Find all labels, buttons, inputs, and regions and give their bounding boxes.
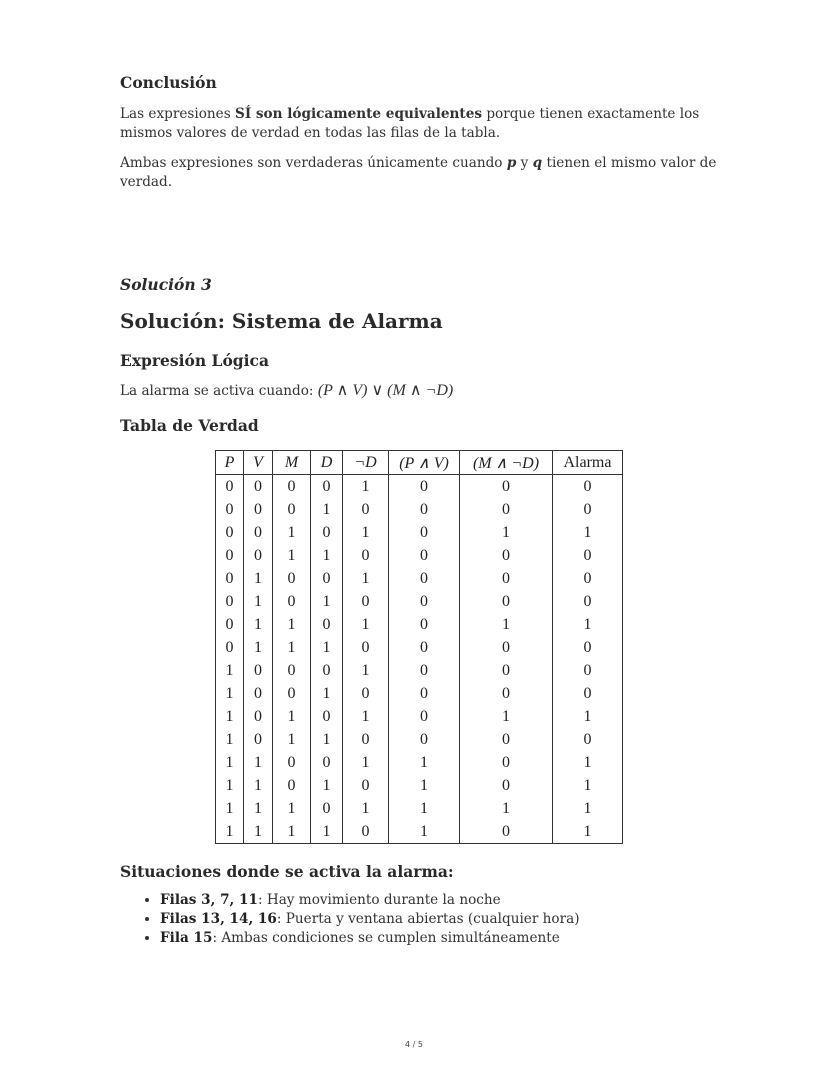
- table-cell: 0: [216, 636, 244, 659]
- table-cell: 1: [311, 728, 343, 751]
- text: : Puerta y ventana abiertas (cualquier hora): [276, 911, 580, 927]
- table-row: [216, 590, 623, 613]
- table-row: [216, 797, 623, 820]
- table-cell: 0: [389, 728, 460, 751]
- table-cell: 1: [460, 613, 553, 636]
- table-cell: 0: [216, 613, 244, 636]
- column-header: D: [311, 451, 343, 475]
- table-cell: 0: [273, 590, 311, 613]
- text: La alarma se activa cuando:: [120, 383, 318, 399]
- table-cell: 0: [273, 659, 311, 682]
- table-cell: 1: [273, 521, 311, 544]
- table-cell: 1: [273, 705, 311, 728]
- table-cell: 0: [460, 498, 553, 521]
- list-item: [160, 929, 580, 948]
- text: y: [516, 155, 533, 171]
- table-cell: 1: [311, 636, 343, 659]
- table-cell: 1: [553, 705, 623, 728]
- table-cell: 1: [244, 567, 273, 590]
- table-cell: 1: [343, 475, 389, 499]
- table-cell: 1: [311, 544, 343, 567]
- table-cell: 1: [389, 820, 460, 844]
- table-cell: 0: [343, 728, 389, 751]
- list-item: [160, 910, 580, 929]
- table-row: [216, 475, 623, 499]
- table-cell: 0: [553, 544, 623, 567]
- table-cell: 0: [389, 682, 460, 705]
- text: : Ambas condiciones se cumplen simultáneamente: [212, 930, 560, 946]
- table-cell: 0: [244, 521, 273, 544]
- table-cell: 0: [216, 590, 244, 613]
- table-cell: 1: [244, 797, 273, 820]
- table-cell: 1: [343, 705, 389, 728]
- table-cell: 1: [553, 820, 623, 844]
- table-cell: 0: [389, 705, 460, 728]
- table-cell: 1: [460, 705, 553, 728]
- table-cell: 1: [311, 820, 343, 844]
- table-cell: 0: [311, 521, 343, 544]
- table-cell: 1: [343, 751, 389, 774]
- table-cell: 1: [273, 636, 311, 659]
- text: : Hay movimiento durante la noche: [257, 892, 501, 908]
- truth-table: [215, 450, 623, 844]
- table-cell: 0: [553, 567, 623, 590]
- table-cell: 0: [553, 682, 623, 705]
- table-cell: 0: [216, 544, 244, 567]
- table-cell: 0: [553, 659, 623, 682]
- table-cell: 0: [389, 567, 460, 590]
- table-cell: 0: [273, 475, 311, 499]
- table-row: [216, 498, 623, 521]
- text: tienen el mismo valor de verdad.: [120, 155, 717, 190]
- table-cell: 1: [216, 751, 244, 774]
- table-cell: 0: [244, 659, 273, 682]
- table-cell: 0: [389, 544, 460, 567]
- table-cell: 0: [311, 797, 343, 820]
- table-row: [216, 613, 623, 636]
- expression-heading: Expresión Lógica: [120, 351, 269, 370]
- table-cell: 0: [343, 820, 389, 844]
- table-cell: 0: [216, 498, 244, 521]
- table-cell: 1: [244, 774, 273, 797]
- column-header: (M ∧ ¬D): [460, 451, 553, 475]
- table-cell: 0: [553, 590, 623, 613]
- table-cell: 0: [343, 544, 389, 567]
- table-row: [216, 636, 623, 659]
- var-q: q: [532, 155, 543, 171]
- table-cell: 0: [389, 498, 460, 521]
- table-cell: 0: [244, 544, 273, 567]
- table-cell: 0: [389, 590, 460, 613]
- table-cell: 0: [460, 820, 553, 844]
- situations-heading: Situaciones donde se activa la alarma:: [120, 862, 454, 881]
- conclusion-paragraph-2: [120, 154, 720, 192]
- table-cell: 0: [553, 475, 623, 499]
- table-row: [216, 544, 623, 567]
- table-cell: 1: [244, 751, 273, 774]
- table-cell: 1: [273, 613, 311, 636]
- solution-label: Solución 3: [120, 275, 212, 294]
- table-cell: 0: [311, 475, 343, 499]
- table-cell: 1: [244, 820, 273, 844]
- table-cell: 1: [553, 751, 623, 774]
- table-cell: 0: [460, 774, 553, 797]
- table-cell: 1: [460, 797, 553, 820]
- table-cell: 0: [460, 751, 553, 774]
- table-cell: 1: [553, 521, 623, 544]
- table-cell: 0: [311, 705, 343, 728]
- table-cell: 0: [460, 728, 553, 751]
- bold-text: Filas 13, 14, 16: [160, 911, 277, 927]
- table-row: [216, 705, 623, 728]
- table-cell: 1: [216, 820, 244, 844]
- bold-text: SÍ son lógicamente equivalentes: [235, 106, 482, 122]
- table-cell: 0: [343, 682, 389, 705]
- table-cell: 1: [216, 705, 244, 728]
- table-cell: 0: [460, 567, 553, 590]
- table-cell: 1: [389, 774, 460, 797]
- table-cell: 0: [389, 521, 460, 544]
- table-cell: 0: [244, 728, 273, 751]
- table-cell: 1: [273, 544, 311, 567]
- table-cell: 0: [311, 751, 343, 774]
- table-cell: 1: [343, 613, 389, 636]
- table-cell: 0: [311, 659, 343, 682]
- column-header: Alarma: [553, 451, 623, 475]
- table-cell: 1: [273, 728, 311, 751]
- table-cell: 1: [311, 590, 343, 613]
- table-cell: 1: [216, 797, 244, 820]
- table-cell: 1: [389, 751, 460, 774]
- text: Las expresiones: [120, 106, 235, 122]
- table-cell: 0: [460, 659, 553, 682]
- table-row: [216, 820, 623, 844]
- table-cell: 0: [216, 567, 244, 590]
- table-cell: 1: [343, 521, 389, 544]
- situations-list: [120, 891, 580, 948]
- table-row: [216, 751, 623, 774]
- page-number: 4 / 5: [405, 1040, 423, 1049]
- table-cell: 0: [273, 498, 311, 521]
- table-cell: 1: [311, 498, 343, 521]
- table-row: [216, 728, 623, 751]
- table-cell: 0: [553, 636, 623, 659]
- table-cell: 0: [216, 521, 244, 544]
- column-header: (P ∧ V): [389, 451, 460, 475]
- table-cell: 1: [311, 774, 343, 797]
- table-cell: 1: [553, 797, 623, 820]
- table-cell: 0: [311, 613, 343, 636]
- table-cell: 0: [460, 544, 553, 567]
- table-row: [216, 521, 623, 544]
- list-item: [160, 891, 580, 910]
- table-cell: 0: [389, 659, 460, 682]
- table-cell: 0: [389, 636, 460, 659]
- table-cell: 1: [553, 774, 623, 797]
- bold-text: Filas 3, 7, 11: [160, 892, 258, 908]
- table-cell: 0: [460, 682, 553, 705]
- table-cell: 1: [460, 521, 553, 544]
- table-row: [216, 682, 623, 705]
- table-cell: 1: [244, 636, 273, 659]
- var-p: p: [506, 155, 517, 171]
- table-cell: 1: [273, 797, 311, 820]
- table-cell: 0: [273, 682, 311, 705]
- conclusion-paragraph-1: [120, 105, 720, 143]
- table-row: [216, 659, 623, 682]
- table-cell: 1: [216, 659, 244, 682]
- table-cell: 1: [343, 797, 389, 820]
- table-cell: 0: [343, 774, 389, 797]
- table-cell: 1: [244, 590, 273, 613]
- table-cell: 0: [460, 475, 553, 499]
- table-cell: 0: [343, 498, 389, 521]
- table-cell: 0: [273, 774, 311, 797]
- table-cell: 1: [343, 659, 389, 682]
- table-cell: 0: [216, 475, 244, 499]
- column-header: V: [244, 451, 273, 475]
- table-cell: 1: [311, 682, 343, 705]
- table-cell: 0: [460, 636, 553, 659]
- truth-table-heading: Tabla de Verdad: [120, 416, 259, 435]
- table-cell: 1: [343, 567, 389, 590]
- expression-math: (P ∧ V) ∨ (M ∧ ¬D): [317, 382, 454, 399]
- table-row: [216, 567, 623, 590]
- column-header: P: [216, 451, 244, 475]
- column-header: ¬D: [343, 451, 389, 475]
- table-cell: 0: [389, 613, 460, 636]
- table-cell: 0: [244, 682, 273, 705]
- text: Ambas expresiones son verdaderas únicamente cuando: [120, 155, 507, 171]
- solution-title: Solución: Sistema de Alarma: [120, 309, 443, 333]
- table-cell: 1: [553, 613, 623, 636]
- column-header: M: [273, 451, 311, 475]
- table-cell: 0: [553, 498, 623, 521]
- table-cell: 0: [460, 590, 553, 613]
- table-cell: 0: [244, 498, 273, 521]
- table-cell: 0: [311, 567, 343, 590]
- table-cell: 0: [389, 475, 460, 499]
- table-cell: 1: [216, 682, 244, 705]
- text: porque tienen exactamente los mismos valores de verdad en todas las filas de la tabla.: [120, 106, 700, 141]
- table-row: [216, 774, 623, 797]
- table-cell: 0: [343, 636, 389, 659]
- table-cell: 0: [343, 590, 389, 613]
- table-cell: 0: [553, 728, 623, 751]
- conclusion-heading: Conclusión: [120, 73, 217, 92]
- bold-text: Fila 15: [160, 930, 213, 946]
- table-cell: 0: [244, 705, 273, 728]
- expression-text: [120, 381, 720, 401]
- table-cell: 1: [216, 728, 244, 751]
- table-cell: 0: [244, 475, 273, 499]
- table-cell: 0: [273, 567, 311, 590]
- table-cell: 1: [273, 820, 311, 844]
- table-cell: 1: [216, 774, 244, 797]
- table-cell: 0: [273, 751, 311, 774]
- table-cell: 1: [389, 797, 460, 820]
- table-cell: 1: [244, 613, 273, 636]
